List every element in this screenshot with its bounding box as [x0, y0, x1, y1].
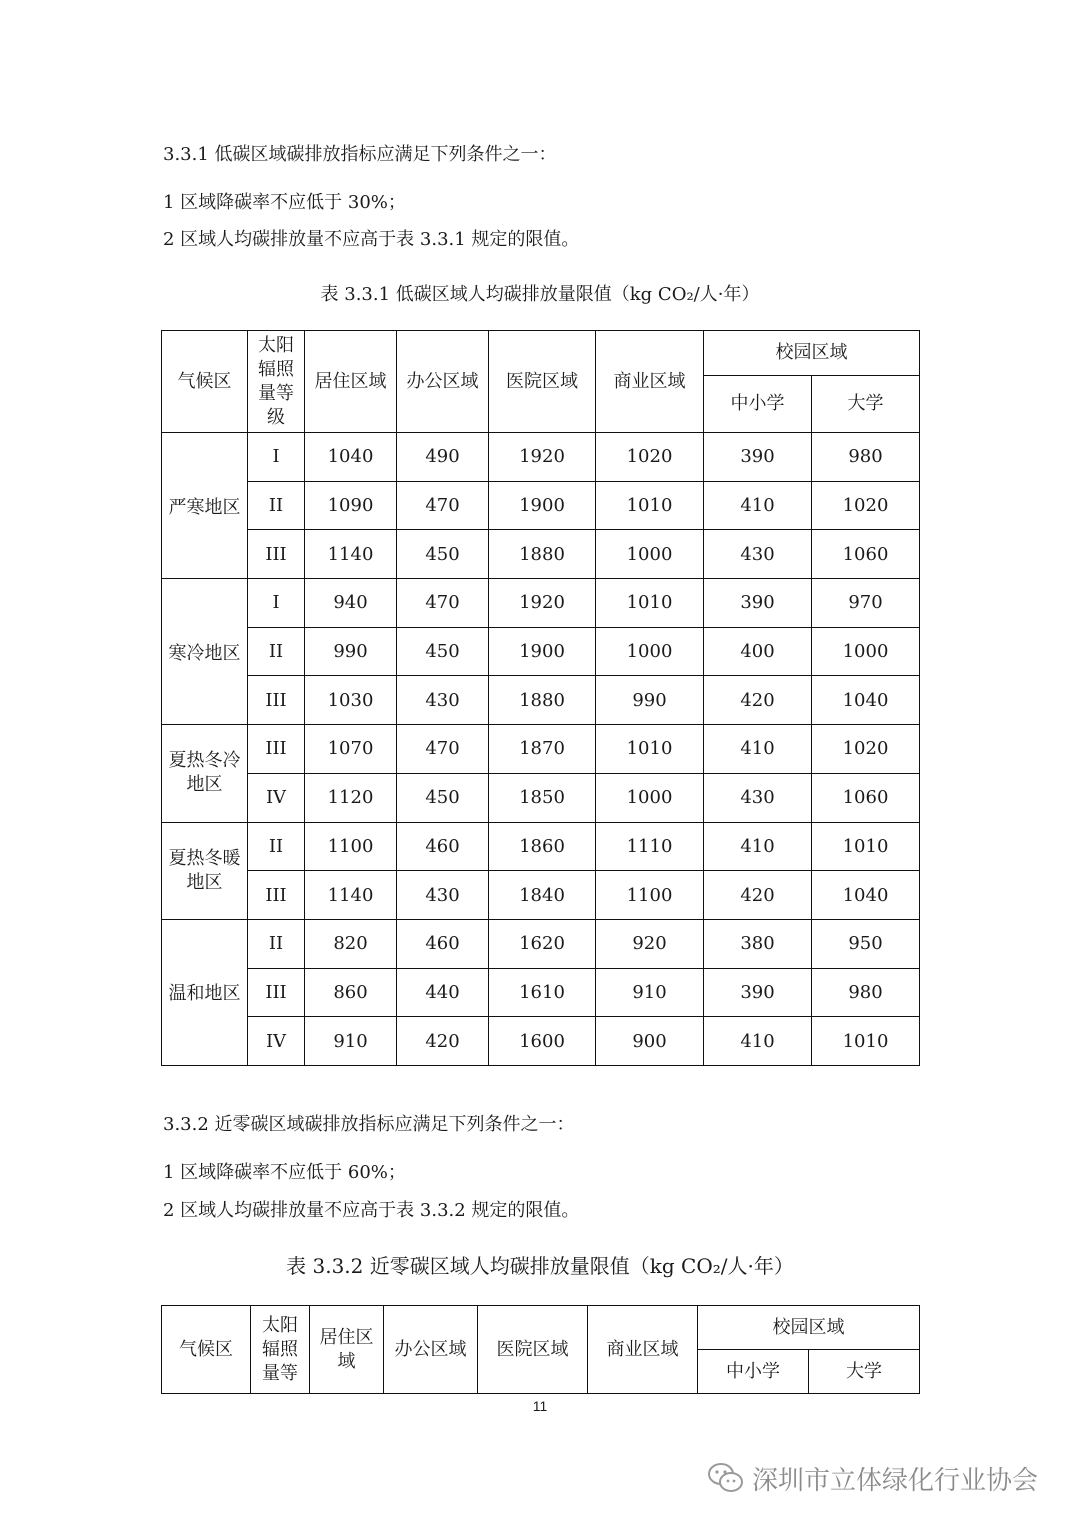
zone-cell: 夏热冬暖 地区	[162, 822, 248, 919]
watermark-text: 深圳市立体绿化行业协会	[752, 1465, 1039, 1496]
value-cell: 380	[704, 919, 812, 968]
level-cell: III	[248, 676, 305, 725]
value-cell: 1110	[596, 822, 704, 871]
header-school: 中小学	[704, 376, 812, 433]
value-cell: 1010	[596, 725, 704, 774]
zone-cell: 夏热冬冷 地区	[162, 725, 248, 822]
value-cell: 450	[397, 530, 489, 579]
value-cell: 1010	[596, 481, 704, 530]
table-row	[162, 433, 920, 482]
value-cell: 1840	[489, 871, 596, 920]
value-cell: 1880	[489, 530, 596, 579]
header-hospital: 医院区域	[489, 331, 596, 433]
value-cell: 450	[397, 773, 489, 822]
table-row	[162, 627, 920, 676]
zone-cell: 寒冷地区	[162, 579, 248, 725]
table-row	[162, 1017, 920, 1066]
header-solar-level: 太阳 辐照 量等 级	[248, 331, 305, 433]
watermark	[706, 1458, 1038, 1498]
level-cell: I	[248, 579, 305, 628]
value-cell: 940	[305, 579, 397, 628]
value-cell: 910	[305, 1017, 397, 1066]
value-cell: 410	[704, 725, 812, 774]
wechat-icon	[706, 1460, 746, 1496]
table-row	[162, 822, 920, 871]
section-332-item-1: 1 区域降碳率不应低于 60%；	[163, 1162, 406, 1183]
value-cell: 1100	[596, 871, 704, 920]
value-cell: 910	[596, 968, 704, 1017]
value-cell: 1900	[489, 627, 596, 676]
value-cell: 440	[397, 968, 489, 1017]
value-cell: 390	[704, 579, 812, 628]
value-cell: 1020	[812, 725, 920, 774]
value-cell: 860	[305, 968, 397, 1017]
value-cell: 980	[812, 433, 920, 482]
section-331-heading: 3.3.1 低碳区域碳排放指标应满足下列条件之一：	[163, 144, 557, 165]
value-cell: 1040	[812, 871, 920, 920]
value-cell: 1000	[596, 530, 704, 579]
value-cell: 1010	[812, 1017, 920, 1066]
zone-cell: 温和地区	[162, 919, 248, 1065]
value-cell: 460	[397, 822, 489, 871]
value-cell: 820	[305, 919, 397, 968]
level-cell: II	[248, 481, 305, 530]
table-row	[162, 773, 920, 822]
table-row	[162, 579, 920, 628]
level-cell: II	[248, 919, 305, 968]
header-campus: 校园区域	[704, 331, 920, 376]
value-cell: 490	[397, 433, 489, 482]
value-cell: 1090	[305, 481, 397, 530]
value-cell: 410	[704, 1017, 812, 1066]
level-cell: IV	[248, 773, 305, 822]
value-cell: 1120	[305, 773, 397, 822]
header-residential: 居住区域	[305, 331, 397, 433]
value-cell: 1880	[489, 676, 596, 725]
table-row	[162, 919, 920, 968]
level-cell: I	[248, 433, 305, 482]
value-cell: 420	[704, 676, 812, 725]
section-331-item-2: 2 区域人均碳排放量不应高于表 3.3.1 规定的限值。	[163, 229, 580, 250]
value-cell: 1000	[812, 627, 920, 676]
section-332-heading: 3.3.2 近零碳区域碳排放指标应满足下列条件之一：	[163, 1114, 575, 1135]
value-cell: 1920	[489, 579, 596, 628]
zone-cell: 严寒地区	[162, 433, 248, 579]
value-cell: 1850	[489, 773, 596, 822]
value-cell: 1100	[305, 822, 397, 871]
value-cell: 410	[704, 822, 812, 871]
header-university: 大学	[809, 1350, 920, 1394]
value-cell: 1600	[489, 1017, 596, 1066]
value-cell: 1060	[812, 773, 920, 822]
value-cell: 410	[704, 481, 812, 530]
table-row	[162, 725, 920, 774]
level-cell: III	[248, 530, 305, 579]
level-cell: II	[248, 822, 305, 871]
table-331	[161, 330, 920, 1066]
value-cell: 1000	[596, 773, 704, 822]
header-residential: 居住区 域	[310, 1306, 384, 1394]
header-commercial: 商业区域	[596, 331, 704, 433]
value-cell: 1030	[305, 676, 397, 725]
table-row	[162, 481, 920, 530]
value-cell: 1900	[489, 481, 596, 530]
value-cell: 420	[397, 1017, 489, 1066]
level-cell: II	[248, 627, 305, 676]
value-cell: 390	[704, 433, 812, 482]
value-cell: 1040	[305, 433, 397, 482]
value-cell: 460	[397, 919, 489, 968]
level-cell: III	[248, 725, 305, 774]
value-cell: 990	[596, 676, 704, 725]
value-cell: 470	[397, 481, 489, 530]
table-row	[162, 968, 920, 1017]
value-cell: 1020	[812, 481, 920, 530]
table-1-caption: 表 3.3.1 低碳区域人均碳排放量限值（kg CO₂/人·年）	[320, 284, 760, 305]
value-cell: 430	[397, 871, 489, 920]
value-cell: 950	[812, 919, 920, 968]
section-331-item-1: 1 区域降碳率不应低于 30%；	[163, 192, 406, 213]
header-school: 中小学	[698, 1350, 809, 1394]
header-office: 办公区域	[397, 331, 489, 433]
value-cell: 1920	[489, 433, 596, 482]
table-332	[161, 1305, 920, 1394]
level-cell: III	[248, 968, 305, 1017]
value-cell: 920	[596, 919, 704, 968]
header-campus: 校园区域	[698, 1306, 920, 1350]
value-cell: 900	[596, 1017, 704, 1066]
value-cell: 1620	[489, 919, 596, 968]
value-cell: 470	[397, 579, 489, 628]
value-cell: 430	[704, 530, 812, 579]
value-cell: 990	[305, 627, 397, 676]
value-cell: 420	[704, 871, 812, 920]
value-cell: 980	[812, 968, 920, 1017]
value-cell: 400	[704, 627, 812, 676]
header-solar-level: 太阳 辐照 量等	[251, 1306, 310, 1394]
value-cell: 970	[812, 579, 920, 628]
section-332-item-2: 2 区域人均碳排放量不应高于表 3.3.2 规定的限值。	[163, 1200, 580, 1221]
value-cell: 1070	[305, 725, 397, 774]
header-university: 大学	[812, 376, 920, 433]
header-commercial: 商业区域	[588, 1306, 698, 1394]
value-cell: 1140	[305, 530, 397, 579]
value-cell: 1020	[596, 433, 704, 482]
table-row	[162, 530, 920, 579]
value-cell: 1060	[812, 530, 920, 579]
page-number: 11	[532, 1398, 548, 1414]
value-cell: 430	[704, 773, 812, 822]
header-climate-zone: 气候区	[162, 1306, 251, 1394]
table-2-caption: 表 3.3.2 近零碳区域人均碳排放量限值（kg CO₂/人·年）	[286, 1254, 794, 1278]
value-cell: 1860	[489, 822, 596, 871]
header-hospital: 医院区域	[478, 1306, 588, 1394]
value-cell: 1010	[812, 822, 920, 871]
level-cell: IV	[248, 1017, 305, 1066]
header-climate-zone: 气候区	[162, 331, 248, 433]
value-cell: 390	[704, 968, 812, 1017]
table-row	[162, 871, 920, 920]
value-cell: 1040	[812, 676, 920, 725]
value-cell: 450	[397, 627, 489, 676]
table-row	[162, 676, 920, 725]
value-cell: 1610	[489, 968, 596, 1017]
value-cell: 1000	[596, 627, 704, 676]
value-cell: 1010	[596, 579, 704, 628]
value-cell: 430	[397, 676, 489, 725]
level-cell: III	[248, 871, 305, 920]
value-cell: 470	[397, 725, 489, 774]
header-office: 办公区域	[384, 1306, 478, 1394]
value-cell: 1870	[489, 725, 596, 774]
value-cell: 1140	[305, 871, 397, 920]
